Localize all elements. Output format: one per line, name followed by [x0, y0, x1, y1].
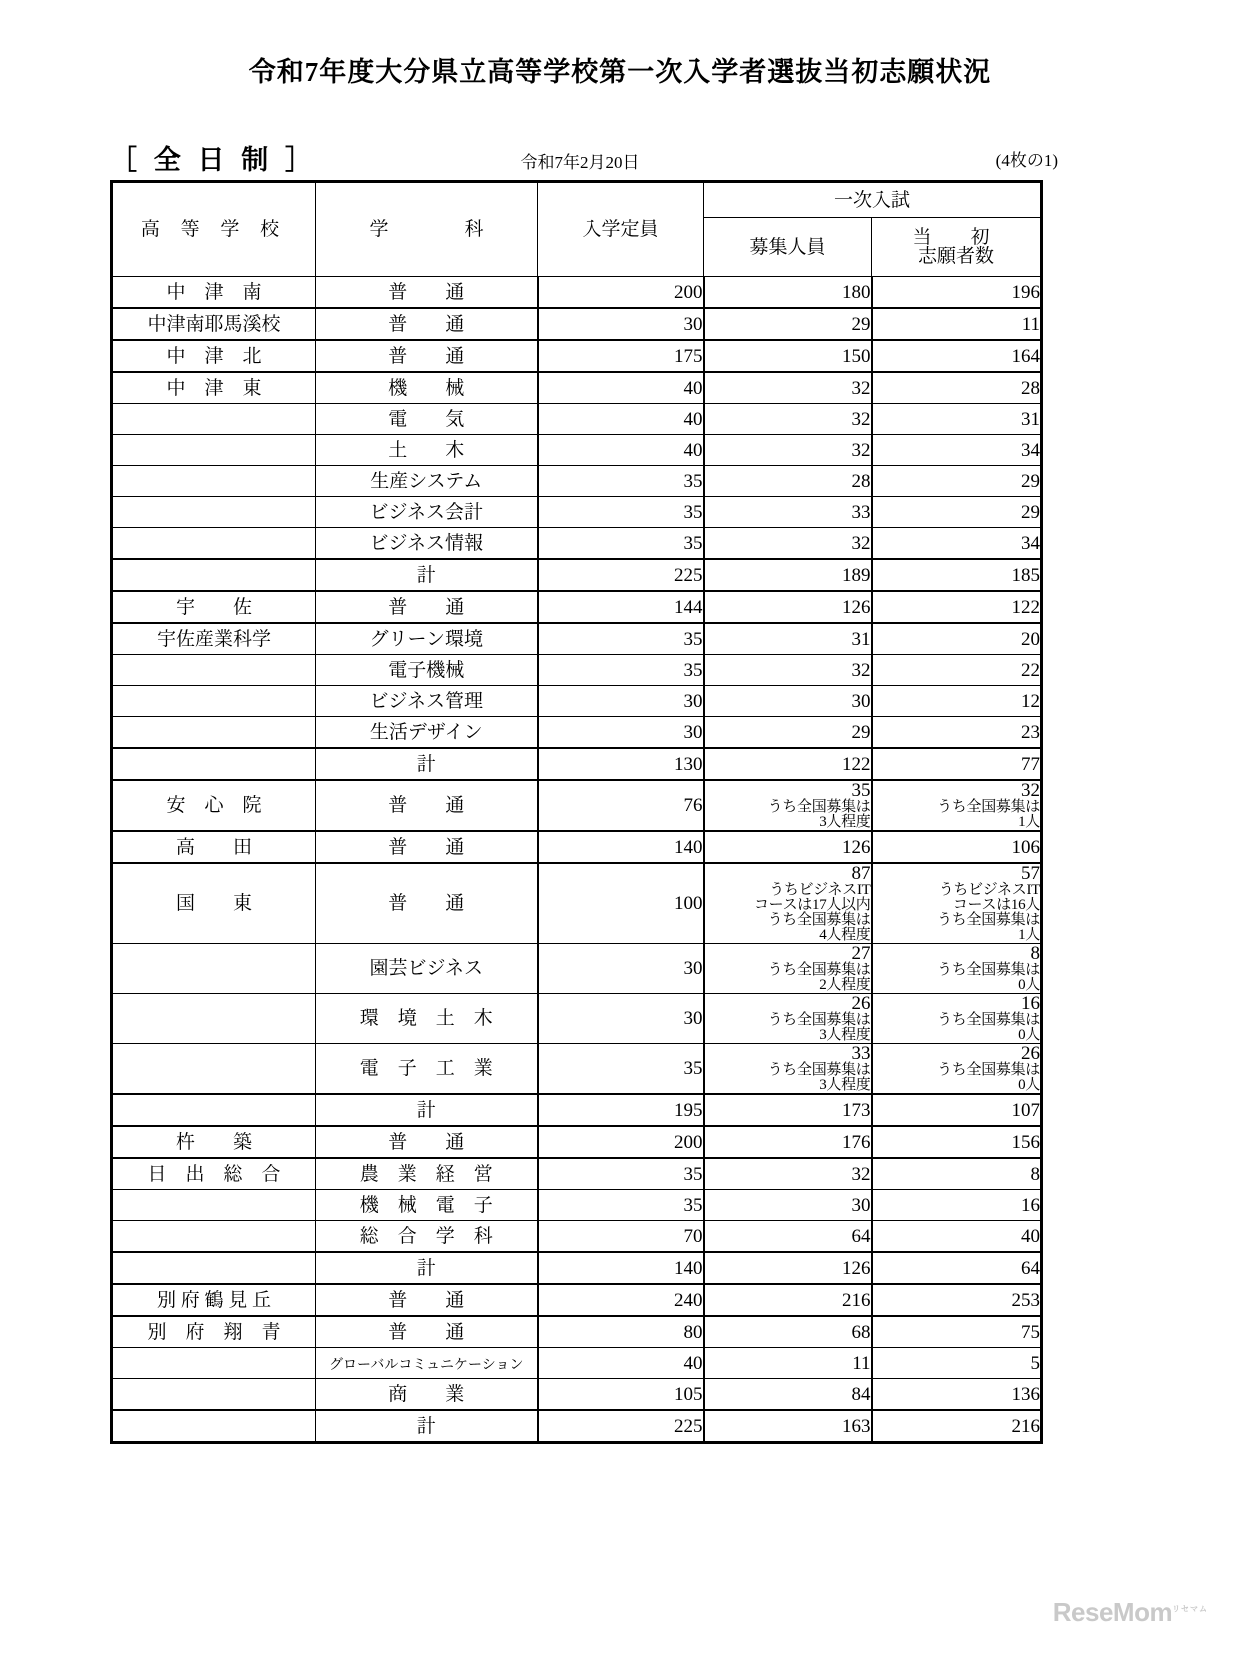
applicants-value: 26 — [1021, 1043, 1041, 1064]
cell-department — [316, 340, 538, 372]
cell-quota: 32 — [704, 528, 872, 560]
cell-department — [316, 1221, 538, 1253]
cell-applicants: 34 — [872, 528, 1042, 560]
cell-quota: 126 — [704, 831, 872, 863]
table-row — [112, 404, 1042, 435]
cell-capacity: 240 — [538, 1284, 704, 1316]
cell-department — [316, 308, 538, 340]
cell-applicants: 185 — [872, 559, 1042, 591]
document-date: 令和7年2月20日 — [520, 153, 640, 172]
department-text: 普 通 — [388, 1289, 465, 1311]
table-row — [112, 1221, 1042, 1253]
page-title: 令和7年度大分県立高等学校第一次入学者選抜当初志願状況 — [248, 57, 992, 87]
cell-department — [316, 466, 538, 497]
table-row — [112, 1094, 1042, 1126]
school-name-text: 宇佐産業科学 — [156, 628, 271, 650]
cell-school-name — [112, 1158, 316, 1190]
department-text: 電 子 工 業 — [359, 1058, 493, 1079]
table-row — [112, 944, 1042, 994]
col-header-applicants-line1: 当 初 — [912, 227, 1000, 248]
cell-department — [316, 863, 538, 944]
table-row — [112, 497, 1042, 528]
cell-applicants: 34 — [872, 435, 1042, 466]
cell-department — [316, 1094, 538, 1126]
cell-school-empty — [112, 717, 316, 749]
quota-value: 26 — [851, 993, 871, 1014]
cell-quota — [704, 994, 872, 1044]
quota-value: 33 — [851, 1043, 871, 1064]
cell-applicants: 12 — [872, 686, 1042, 717]
cell-quota: 150 — [704, 340, 872, 372]
cell-department — [316, 404, 538, 435]
cell-capacity: 140 — [538, 1252, 704, 1284]
cell-quota — [704, 780, 872, 831]
applicants-note-line: 0人 — [1018, 1027, 1041, 1043]
school-name-text: 国 東 — [175, 893, 252, 914]
col-header-capacity: 入学定員 — [538, 182, 704, 277]
quota-note-line: 3人程度 — [819, 814, 871, 830]
school-name-text: 日 出 総 合 — [147, 1163, 281, 1185]
cell-school-name — [112, 863, 316, 944]
department-text: 生活デザイン — [369, 721, 483, 743]
table-row — [112, 863, 1042, 944]
cell-quota: 173 — [704, 1094, 872, 1126]
cell-applicants — [872, 780, 1042, 831]
cell-department — [316, 277, 538, 309]
cell-quota: 33 — [704, 497, 872, 528]
cell-school-empty — [112, 686, 316, 717]
cell-department — [316, 994, 538, 1044]
cell-applicants: 107 — [872, 1094, 1042, 1126]
cell-capacity: 35 — [538, 466, 704, 497]
cell-department — [316, 831, 538, 863]
cell-capacity: 70 — [538, 1221, 704, 1253]
table-row — [112, 308, 1042, 340]
cell-capacity: 40 — [538, 404, 704, 435]
division-label: ［ 全 日 制 ］ — [110, 145, 317, 175]
table-row — [112, 1316, 1042, 1348]
cell-capacity: 195 — [538, 1094, 704, 1126]
cell-school-empty — [112, 404, 316, 435]
cell-school-name — [112, 623, 316, 655]
table-row — [112, 372, 1042, 404]
cell-capacity: 80 — [538, 1316, 704, 1348]
table-row — [112, 655, 1042, 686]
applicants-note-line: うちビジネスIT — [938, 882, 1041, 898]
table-row — [112, 1044, 1042, 1095]
cell-department — [316, 435, 538, 466]
cell-school-empty — [112, 1221, 316, 1253]
cell-department — [316, 1126, 538, 1158]
cell-capacity: 144 — [538, 591, 704, 623]
quota-note-line: 2人程度 — [819, 977, 871, 993]
cell-applicants — [872, 944, 1042, 994]
school-name-text: 中津南耶馬溪校 — [147, 313, 281, 335]
cell-department — [316, 559, 538, 591]
applicants-value: 32 — [1021, 780, 1041, 801]
cell-school-empty — [112, 497, 316, 528]
cell-quota: 32 — [704, 404, 872, 435]
school-name-text: 安 心 院 — [166, 795, 262, 816]
cell-capacity: 200 — [538, 1126, 704, 1158]
department-text: 計 — [416, 1257, 436, 1279]
quota-note-line: うち全国募集は — [767, 1012, 871, 1028]
cell-department — [316, 1316, 538, 1348]
table-row — [112, 1252, 1042, 1284]
watermark-text: ReseMom — [1052, 1597, 1173, 1627]
cell-department — [316, 372, 538, 404]
quota-note-line: 4人程度 — [819, 927, 871, 943]
applicants-note-line: うち全国募集は — [937, 912, 1041, 928]
cell-department — [316, 686, 538, 717]
cell-applicants: 77 — [872, 748, 1042, 780]
cell-capacity: 100 — [538, 863, 704, 944]
school-name-text: 高 田 — [175, 836, 252, 858]
quota-value: 35 — [851, 780, 871, 801]
school-name-text: 宇 佐 — [175, 596, 252, 618]
cell-capacity: 30 — [538, 944, 704, 994]
cell-quota: 31 — [704, 623, 872, 655]
resemom-watermark — [1053, 1597, 1208, 1628]
cell-capacity: 35 — [538, 1044, 704, 1095]
cell-capacity: 175 — [538, 340, 704, 372]
watermark-sup: リセマム — [1172, 1604, 1208, 1614]
department-text: 普 通 — [388, 795, 465, 816]
applicants-note-line: うち全国募集は — [937, 799, 1041, 815]
department-text: 普 通 — [388, 1321, 465, 1343]
cell-quota: 30 — [704, 1190, 872, 1221]
cell-applicants: 28 — [872, 372, 1042, 404]
cell-applicants: 216 — [872, 1410, 1042, 1443]
subheader-row — [110, 142, 1058, 176]
cell-quota: 122 — [704, 748, 872, 780]
cell-department — [316, 497, 538, 528]
cell-department — [316, 748, 538, 780]
department-text: 機 械 電 子 — [359, 1194, 493, 1216]
cell-school-name — [112, 372, 316, 404]
table-row — [112, 780, 1042, 831]
department-text: 電子機械 — [388, 659, 465, 681]
cell-school-empty — [112, 1190, 316, 1221]
department-text: 電 気 — [388, 408, 465, 430]
cell-quota: 84 — [704, 1379, 872, 1411]
department-text: 園芸ビジネス — [369, 958, 483, 979]
cell-applicants: 122 — [872, 591, 1042, 623]
cell-quota: 28 — [704, 466, 872, 497]
cell-school-empty — [112, 994, 316, 1044]
applicants-note-line: うち全国募集は — [937, 962, 1041, 978]
cell-applicants: 20 — [872, 623, 1042, 655]
cell-quota: 32 — [704, 1158, 872, 1190]
department-text: 普 通 — [388, 893, 465, 914]
cell-school-empty — [112, 1094, 316, 1126]
col-header-quota: 募集人員 — [704, 218, 872, 277]
quota-note-line: 3人程度 — [819, 1027, 871, 1043]
cell-school-name — [112, 340, 316, 372]
cell-capacity: 76 — [538, 780, 704, 831]
cell-department — [316, 780, 538, 831]
cell-department — [316, 528, 538, 560]
department-text: 総 合 学 科 — [359, 1225, 493, 1247]
department-text: グローバルコミュニケーション — [329, 1357, 524, 1373]
table-row — [112, 994, 1042, 1044]
cell-capacity: 30 — [538, 717, 704, 749]
applicants-note-line: 1人 — [1018, 927, 1041, 943]
cell-capacity: 130 — [538, 748, 704, 780]
department-text: 普 通 — [388, 596, 465, 618]
col-header-applicants — [872, 218, 1042, 277]
applicants-note-line: 1人 — [1018, 814, 1041, 830]
cell-school-name — [112, 277, 316, 309]
applicants-note-line: うち全国募集は — [937, 1062, 1041, 1078]
cell-capacity: 30 — [538, 686, 704, 717]
cell-capacity: 40 — [538, 372, 704, 404]
cell-applicants: 16 — [872, 1190, 1042, 1221]
cell-quota: 29 — [704, 308, 872, 340]
department-text: 計 — [416, 753, 436, 775]
cell-school-name — [112, 1126, 316, 1158]
applicants-value: 16 — [1021, 993, 1041, 1014]
cell-school-empty — [112, 748, 316, 780]
cell-applicants — [872, 1044, 1042, 1095]
cell-capacity: 225 — [538, 559, 704, 591]
school-name-text: 中 津 東 — [166, 377, 262, 399]
department-text: ビジネス情報 — [369, 532, 483, 554]
cell-school-empty — [112, 528, 316, 560]
department-text: グリーン環境 — [369, 628, 484, 650]
table-row — [112, 1379, 1042, 1411]
cell-applicants: 5 — [872, 1348, 1042, 1379]
table-row — [112, 1190, 1042, 1221]
cell-school-empty — [112, 1410, 316, 1443]
cell-applicants: 106 — [872, 831, 1042, 863]
cell-school-empty — [112, 435, 316, 466]
applicants-value: 8 — [1030, 943, 1041, 964]
table-row — [112, 623, 1042, 655]
table-row — [112, 717, 1042, 749]
cell-capacity: 40 — [538, 1348, 704, 1379]
table-row — [112, 831, 1042, 863]
applicants-note-line: 0人 — [1018, 1077, 1041, 1093]
department-text: 計 — [416, 1415, 436, 1437]
cell-school-empty — [112, 1252, 316, 1284]
department-text: 環 境 土 木 — [359, 1008, 493, 1029]
cell-department — [316, 623, 538, 655]
cell-capacity: 30 — [538, 994, 704, 1044]
cell-capacity: 35 — [538, 528, 704, 560]
department-text: 普 通 — [388, 281, 465, 303]
cell-department — [316, 1379, 538, 1411]
cell-capacity: 225 — [538, 1410, 704, 1443]
cell-applicants — [872, 994, 1042, 1044]
table-row — [112, 1410, 1042, 1443]
school-name-text: 別 府 翔 青 — [147, 1321, 281, 1343]
cell-department — [316, 1158, 538, 1190]
cell-school-empty — [112, 466, 316, 497]
table-row — [112, 340, 1042, 372]
quota-note-line: うち全国募集は — [767, 912, 871, 928]
table-row — [112, 591, 1042, 623]
cell-applicants: 31 — [872, 404, 1042, 435]
cell-quota: 32 — [704, 435, 872, 466]
cell-applicants: 29 — [872, 466, 1042, 497]
cell-applicants: 23 — [872, 717, 1042, 749]
cell-school-name — [112, 831, 316, 863]
cell-applicants: 64 — [872, 1252, 1042, 1284]
cell-quota — [704, 944, 872, 994]
cell-department — [316, 717, 538, 749]
cell-capacity: 35 — [538, 1158, 704, 1190]
department-text: 計 — [416, 564, 436, 586]
cell-department — [316, 1190, 538, 1221]
cell-department — [316, 655, 538, 686]
cell-quota: 176 — [704, 1126, 872, 1158]
cell-department — [316, 1284, 538, 1316]
cell-applicants: 40 — [872, 1221, 1042, 1253]
applicants-note-line: うち全国募集は — [937, 1012, 1041, 1028]
cell-quota — [704, 863, 872, 944]
table-row — [112, 686, 1042, 717]
cell-capacity: 35 — [538, 655, 704, 686]
cell-quota: 189 — [704, 559, 872, 591]
table-row — [112, 559, 1042, 591]
col-header-first-exam: 一次入試 — [704, 182, 1042, 218]
cell-quota: 180 — [704, 277, 872, 309]
cell-school-empty — [112, 944, 316, 994]
cell-department — [316, 1252, 538, 1284]
cell-school-name — [112, 1316, 316, 1348]
application-status-table-wrapper — [110, 180, 1043, 1444]
cell-capacity: 140 — [538, 831, 704, 863]
department-text: ビジネス会計 — [369, 501, 483, 523]
cell-quota: 216 — [704, 1284, 872, 1316]
cell-school-name — [112, 780, 316, 831]
department-text: 商 業 — [388, 1383, 465, 1405]
cell-quota — [704, 1044, 872, 1095]
quota-value: 87 — [851, 863, 871, 884]
cell-department — [316, 591, 538, 623]
table-body — [112, 277, 1042, 1443]
table-row — [112, 1126, 1042, 1158]
cell-capacity: 200 — [538, 277, 704, 309]
cell-school-empty — [112, 1379, 316, 1411]
quota-note-line: うち全国募集は — [767, 962, 871, 978]
cell-capacity: 30 — [538, 308, 704, 340]
col-header-department: 学 科 — [316, 182, 538, 277]
applicants-note-line: コースは16人 — [952, 897, 1041, 913]
table-row — [112, 466, 1042, 497]
cell-applicants: 11 — [872, 308, 1042, 340]
cell-quota: 11 — [704, 1348, 872, 1379]
cell-capacity: 35 — [538, 623, 704, 655]
cell-applicants — [872, 863, 1042, 944]
cell-school-name — [112, 1284, 316, 1316]
cell-applicants: 22 — [872, 655, 1042, 686]
cell-applicants: 136 — [872, 1379, 1042, 1411]
table-row — [112, 1158, 1042, 1190]
school-name-text: 杵 築 — [175, 1131, 252, 1153]
cell-school-name — [112, 591, 316, 623]
table-row — [112, 1284, 1042, 1316]
cell-applicants: 75 — [872, 1316, 1042, 1348]
col-header-applicants-line2: 志願者数 — [918, 246, 995, 267]
table-header — [112, 182, 1042, 277]
department-text: 生産システム — [370, 470, 483, 492]
col-header-school: 高 等 学 校 — [112, 182, 316, 277]
quota-value: 27 — [851, 943, 871, 964]
cell-school-name — [112, 308, 316, 340]
table-row — [112, 435, 1042, 466]
cell-quota: 32 — [704, 655, 872, 686]
cell-school-empty — [112, 1348, 316, 1379]
department-text: 土 木 — [388, 439, 465, 461]
department-text: 普 通 — [388, 1131, 465, 1153]
cell-quota: 30 — [704, 686, 872, 717]
applicants-value: 57 — [1021, 863, 1041, 884]
school-name-text: 中 津 北 — [166, 345, 262, 367]
cell-applicants: 196 — [872, 277, 1042, 309]
cell-school-empty — [112, 1044, 316, 1095]
department-text: ビジネス管理 — [369, 690, 483, 712]
quota-note-line: うちビジネスIT — [769, 882, 871, 898]
cell-department — [316, 1044, 538, 1095]
cell-department — [316, 1410, 538, 1443]
cell-applicants: 8 — [872, 1158, 1042, 1190]
cell-quota: 68 — [704, 1316, 872, 1348]
department-text: 計 — [416, 1099, 436, 1121]
applicants-note-line: 0人 — [1018, 977, 1041, 993]
table-row — [112, 1348, 1042, 1379]
cell-capacity: 40 — [538, 435, 704, 466]
cell-applicants: 164 — [872, 340, 1042, 372]
table-row — [112, 277, 1042, 309]
cell-school-empty — [112, 655, 316, 686]
cell-quota: 64 — [704, 1221, 872, 1253]
table-row — [112, 748, 1042, 780]
cell-capacity: 35 — [538, 497, 704, 528]
cell-school-empty — [112, 559, 316, 591]
cell-applicants: 156 — [872, 1126, 1042, 1158]
department-text: 普 通 — [388, 313, 465, 335]
sheet-number: (4枚の1) — [995, 151, 1058, 170]
department-text: 普 通 — [388, 836, 465, 858]
cell-quota: 32 — [704, 372, 872, 404]
quota-note-line: 3人程度 — [819, 1077, 871, 1093]
school-name-text: 別 府 鶴 見 丘 — [156, 1289, 271, 1311]
school-name-text: 中 津 南 — [166, 281, 262, 303]
cell-quota: 163 — [704, 1410, 872, 1443]
application-status-table — [110, 180, 1043, 1444]
department-text: 機 械 — [388, 377, 465, 399]
cell-quota: 126 — [704, 1252, 872, 1284]
cell-department — [316, 1348, 538, 1379]
cell-capacity: 105 — [538, 1379, 704, 1411]
cell-applicants: 253 — [872, 1284, 1042, 1316]
quota-note-line: うち全国募集は — [767, 1062, 871, 1078]
table-row — [112, 528, 1042, 560]
department-text: 普 通 — [388, 345, 465, 367]
cell-department — [316, 944, 538, 994]
cell-quota: 126 — [704, 591, 872, 623]
cell-quota: 29 — [704, 717, 872, 749]
cell-capacity: 35 — [538, 1190, 704, 1221]
department-text: 農 業 経 営 — [359, 1163, 493, 1185]
quota-note-line: うち全国募集は — [767, 799, 871, 815]
cell-applicants: 29 — [872, 497, 1042, 528]
quota-note-line: コースは17人以内 — [753, 897, 871, 913]
